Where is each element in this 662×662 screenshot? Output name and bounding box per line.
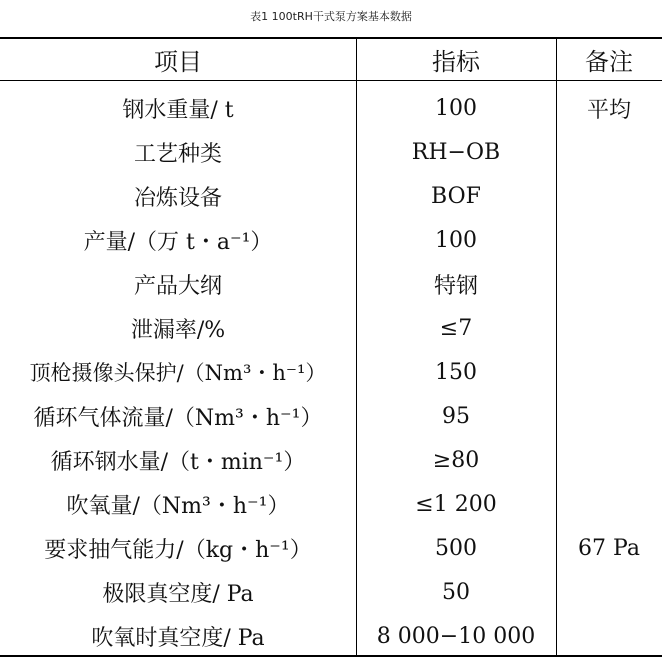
cell-item: 吹氧量/（Nm³・h⁻¹）	[66, 493, 290, 519]
table-row	[0, 86, 662, 130]
table-row	[0, 394, 662, 438]
cell-indicator: 95	[442, 403, 470, 429]
cell-indicator: 500	[435, 535, 477, 561]
table-row	[0, 438, 662, 482]
table-row	[0, 350, 662, 394]
header-item: 项目	[154, 47, 202, 76]
cell-indicator: 100	[435, 95, 477, 121]
cell-indicator: 8 000−10 000	[376, 623, 536, 649]
table-row	[0, 526, 662, 570]
table-header-rule	[0, 80, 662, 81]
cell-indicator: ≤1 200	[415, 491, 497, 517]
cell-item: 要求抽气能力/（kg・h⁻¹）	[44, 537, 312, 563]
cell-indicator: ≥80	[432, 447, 480, 473]
cell-indicator: 特钢	[433, 273, 478, 299]
table-row	[0, 130, 662, 174]
cell-item: 泄漏率/%	[130, 317, 226, 343]
header-remark: 备注	[585, 47, 633, 76]
cell-remark: 平均	[586, 97, 631, 123]
table-row	[0, 570, 662, 614]
table-row	[0, 482, 662, 526]
cell-item: 循环气体流量/（Nm³・h⁻¹）	[33, 405, 323, 431]
cell-item: 产量/（万 t・a⁻¹）	[83, 229, 273, 255]
table-row	[0, 174, 662, 218]
cell-indicator: ≤7	[439, 315, 473, 341]
cell-item: 循环钢水量/（t・min⁻¹）	[50, 449, 306, 475]
cell-indicator: 150	[435, 359, 477, 385]
cell-indicator: RH−OB	[411, 139, 501, 165]
cell-item: 产品大纲	[133, 273, 222, 299]
cell-item: 顶枪摄像头保护/（Nm³・h⁻¹）	[29, 361, 327, 385]
table-row	[0, 614, 662, 658]
cell-item: 钢水重量/ t	[122, 97, 234, 123]
cell-item: 极限真空度/ Pa	[102, 581, 254, 607]
table-row	[0, 218, 662, 262]
cell-indicator: 100	[435, 227, 477, 253]
table-header-row	[0, 38, 662, 80]
header-indicator: 指标	[432, 47, 480, 76]
cell-indicator: BOF	[431, 183, 481, 209]
cell-item: 工艺种类	[133, 141, 222, 167]
table-body	[0, 86, 662, 658]
table-row	[0, 306, 662, 350]
cell-item: 吹氧时真空度/ Pa	[91, 625, 265, 651]
cell-indicator: 50	[442, 579, 470, 605]
table-row	[0, 262, 662, 306]
cell-item: 冶炼设备	[133, 185, 222, 211]
cell-remark: 67 Pa	[578, 535, 640, 561]
table-caption: 表1 100tRH干式泵方案基本数据	[250, 10, 412, 23]
